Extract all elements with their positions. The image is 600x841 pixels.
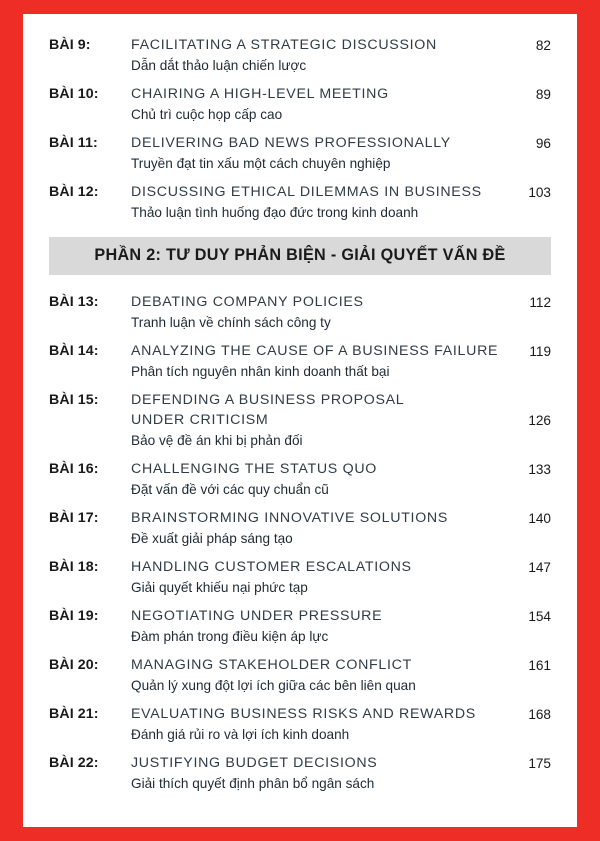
entry-subtitle: Quản lý xung đột lợi ích giữa các bên liên quan <box>131 678 416 693</box>
entry-texts <box>131 754 517 794</box>
section-banner <box>49 237 551 275</box>
entry-texts <box>131 607 517 647</box>
entry-texts <box>131 134 517 174</box>
entry-page-number: 89 <box>535 87 551 102</box>
lesson-label: BÀI 10: <box>49 86 99 102</box>
entry-page-number: 168 <box>528 707 551 722</box>
entry-page-number: 140 <box>528 511 551 526</box>
entry-subtitle: Dẫn dắt thảo luận chiến lược <box>131 58 307 73</box>
entry-page-number: 147 <box>528 560 551 575</box>
entry-title: ANALYZING THE CAUSE OF A BUSINESS FAILURE <box>131 343 499 359</box>
entry-subtitle: Giải quyết khiếu nại phức tạp <box>131 580 308 595</box>
toc-entry[interactable] <box>49 28 551 76</box>
toc-entry[interactable] <box>49 77 551 125</box>
toc-entry[interactable] <box>49 746 551 794</box>
lesson-label: BÀI 13: <box>49 294 99 310</box>
toc-entry[interactable] <box>49 452 551 500</box>
lesson-label: BÀI 11: <box>49 135 98 151</box>
entry-texts <box>131 460 517 500</box>
lesson-label: BÀI 16: <box>49 461 99 477</box>
entry-title: DEFENDING A BUSINESS PROPOSAL <box>131 392 405 408</box>
lesson-label: BÀI 9: <box>49 37 91 53</box>
entry-title: DELIVERING BAD NEWS PROFESSIONALLY <box>131 135 451 151</box>
entry-page-number: 119 <box>529 344 551 359</box>
entry-page-number: 133 <box>528 462 551 477</box>
entry-texts <box>131 558 517 598</box>
entry-title: EVALUATING BUSINESS RISKS AND REWARDS <box>131 706 476 722</box>
entry-page-number: 112 <box>529 295 551 310</box>
toc-entry[interactable] <box>49 697 551 745</box>
toc-entry[interactable] <box>49 334 551 382</box>
lesson-label: BÀI 15: <box>49 392 99 408</box>
entry-page-number: 82 <box>535 38 551 53</box>
entry-page-number: 103 <box>528 185 551 200</box>
toc-page <box>23 14 577 827</box>
toc-entry[interactable] <box>49 599 551 647</box>
toc-entry[interactable] <box>49 550 551 598</box>
entry-subtitle: Giải thích quyết định phân bổ ngân sách <box>131 776 375 791</box>
entry-title: CHALLENGING THE STATUS QUO <box>131 461 378 477</box>
toc-entry[interactable] <box>49 648 551 696</box>
entry-page-number: 126 <box>528 413 551 428</box>
entry-title: HANDLING CUSTOMER ESCALATIONS <box>131 559 412 575</box>
toc-entry[interactable] <box>49 501 551 549</box>
entry-texts <box>131 391 517 451</box>
toc-entry[interactable] <box>49 383 551 451</box>
entry-subtitle: Đề xuất giải pháp sáng tạo <box>131 531 293 546</box>
entry-texts <box>131 183 517 223</box>
entry-texts <box>131 293 517 333</box>
entry-texts <box>131 509 517 549</box>
section-title: PHẦN 2: TƯ DUY PHẢN BIỆN - GIẢI QUYẾT VẤN ĐỀ <box>94 246 506 264</box>
entry-title-line2: UNDER CRITICISM <box>131 412 269 428</box>
lesson-label: BÀI 22: <box>49 755 99 771</box>
lesson-label: BÀI 20: <box>49 657 99 673</box>
entry-subtitle: Tranh luận về chính sách công ty <box>131 315 331 330</box>
lesson-label: BÀI 14: <box>49 343 99 359</box>
entry-title: JUSTIFYING BUDGET DECISIONS <box>131 755 378 771</box>
lesson-label: BÀI 12: <box>49 184 99 200</box>
entry-title: CHAIRING A HIGH-LEVEL MEETING <box>131 86 389 102</box>
entry-subtitle: Đàm phán trong điều kiện áp lực <box>131 629 329 644</box>
lesson-label: BÀI 17: <box>49 510 99 526</box>
entry-subtitle: Truyền đạt tin xấu một cách chuyên nghiệp <box>131 156 391 171</box>
entry-title: FACILITATING A STRATEGIC DISCUSSION <box>131 37 437 53</box>
entry-title: MANAGING STAKEHOLDER CONFLICT <box>131 657 412 673</box>
entry-page-number: 175 <box>528 756 551 771</box>
entry-page-number: 96 <box>535 136 551 151</box>
entry-title: DISCUSSING ETHICAL DILEMMAS IN BUSINESS <box>131 184 482 200</box>
entry-subtitle: Phân tích nguyên nhân kinh doanh thất bại <box>131 364 390 379</box>
entry-texts <box>131 342 517 382</box>
entry-subtitle: Đặt vấn đề với các quy chuẩn cũ <box>131 482 329 497</box>
entry-subtitle: Bảo vệ đề án khi bị phản đối <box>131 433 303 448</box>
entry-texts <box>131 705 517 745</box>
entry-texts <box>131 656 517 696</box>
lesson-label: BÀI 21: <box>49 706 99 722</box>
entry-title: DEBATING COMPANY POLICIES <box>131 294 364 310</box>
lesson-label: BÀI 19: <box>49 608 99 624</box>
entry-subtitle: Thảo luận tình huống đạo đức trong kinh doanh <box>131 205 419 220</box>
lesson-label: BÀI 18: <box>49 559 99 575</box>
entry-subtitle: Đánh giá rủi ro và lợi ích kinh doanh <box>131 727 350 742</box>
entry-subtitle: Chủ trì cuộc họp cấp cao <box>131 107 283 122</box>
entry-texts <box>131 36 517 76</box>
toc-entry[interactable] <box>49 175 551 223</box>
entry-page-number: 161 <box>528 658 551 673</box>
table-of-contents <box>49 28 551 794</box>
entry-page-number: 154 <box>528 609 551 624</box>
entry-title: NEGOTIATING UNDER PRESSURE <box>131 608 383 624</box>
entry-texts <box>131 85 517 125</box>
entry-title: BRAINSTORMING INNOVATIVE SOLUTIONS <box>131 510 449 526</box>
toc-entry[interactable] <box>49 285 551 333</box>
toc-entry[interactable] <box>49 126 551 174</box>
